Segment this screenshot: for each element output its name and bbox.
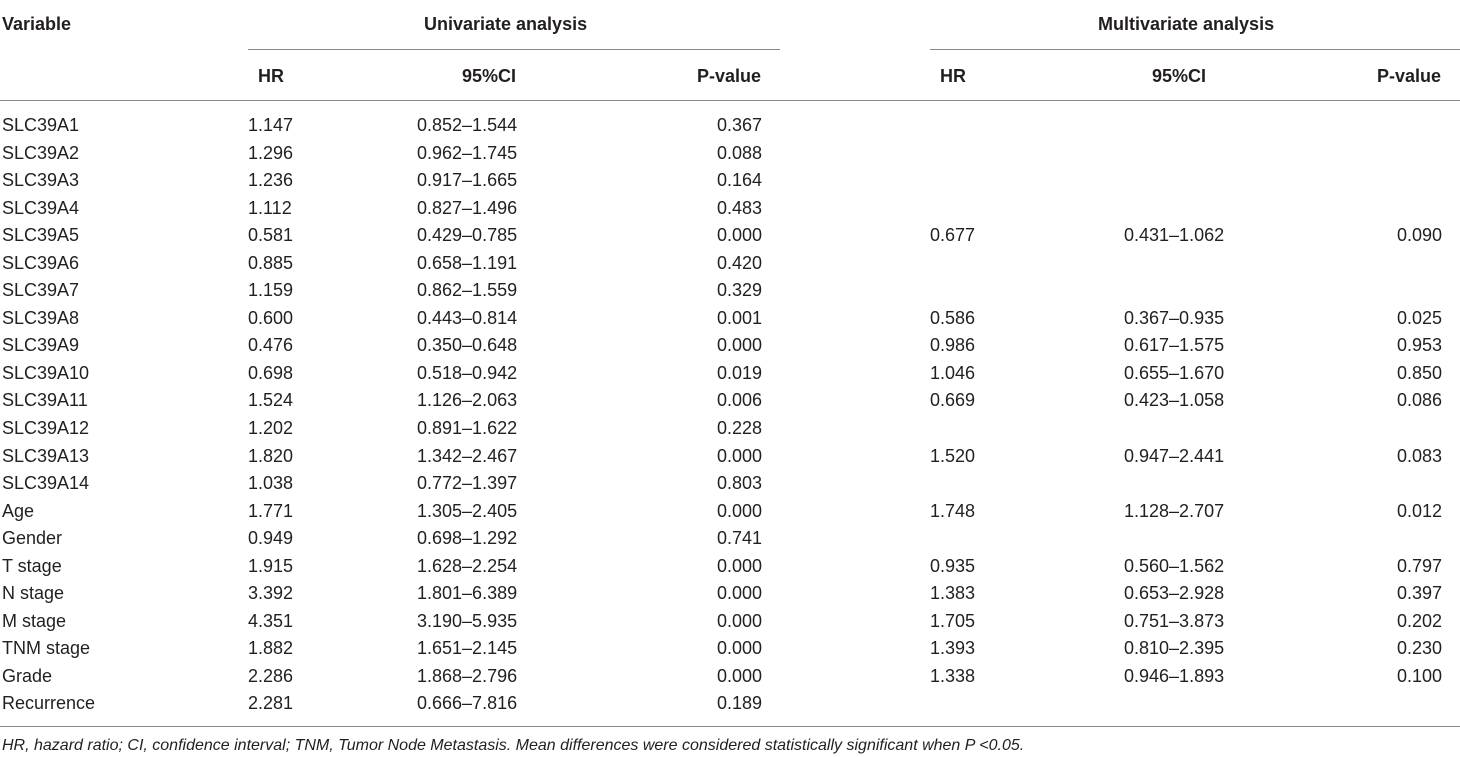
univariate-hr-cell: 2.286 xyxy=(248,665,294,686)
univariate-hr-cell: 0.885 xyxy=(248,252,294,273)
variable-cell: SLC39A10 xyxy=(2,362,90,383)
multivariate-hr-cell: 1.705 xyxy=(930,610,976,631)
variable-cell: SLC39A14 xyxy=(2,473,90,494)
header-bottom-rule xyxy=(0,100,1460,101)
multivariate-ci-cell: 0.810–2.395 xyxy=(1124,638,1225,659)
univariate-pvalue-cell: 0.000 xyxy=(717,445,763,466)
univariate-pvalue-cell: 0.189 xyxy=(717,693,763,714)
table-row xyxy=(0,332,1460,360)
univariate-pvalue-cell: 0.088 xyxy=(717,142,763,163)
table-footnote: HR, hazard ratio; CI, confidence interval; TNM, Tumor Node Metastasis. Mean differences were considered statistically significant when P <0.05. xyxy=(2,737,1025,754)
multivariate-hr-cell: 0.935 xyxy=(930,555,976,576)
multivariate-ci-cell: 0.367–0.935 xyxy=(1124,307,1225,328)
univariate-ci-cell: 0.429–0.785 xyxy=(417,225,518,246)
table-row xyxy=(0,167,1460,195)
multivariate-pvalue-cell: 0.090 xyxy=(1397,225,1443,246)
univariate-pvalue-cell: 0.000 xyxy=(717,335,763,356)
table-row xyxy=(0,690,1460,718)
univariate-pvalue-cell: 0.367 xyxy=(717,115,763,135)
univariate-pvalue-cell: 0.000 xyxy=(717,638,763,659)
univariate-group-header: Univariate analysis xyxy=(424,14,588,34)
univariate-ci-cell: 0.518–0.942 xyxy=(417,362,518,383)
table-row xyxy=(0,663,1460,691)
univariate-ci-cell: 0.827–1.496 xyxy=(417,197,518,218)
multivariate-hr-cell: 1.748 xyxy=(930,500,976,521)
multivariate-pvalue-cell: 0.397 xyxy=(1397,583,1443,604)
table-row xyxy=(0,553,1460,581)
multivariate-hr-cell: 1.520 xyxy=(930,445,976,466)
univariate-ci-cell: 0.917–1.665 xyxy=(417,170,518,191)
multivariate-pvalue-cell: 0.797 xyxy=(1397,555,1443,576)
multivariate-hr-cell: 0.986 xyxy=(930,335,976,356)
table-row xyxy=(0,498,1460,526)
table-body xyxy=(0,112,1460,718)
variable-cell: SLC39A8 xyxy=(2,307,80,328)
univariate-hr-cell: 0.949 xyxy=(248,528,294,549)
table-bottom-rule xyxy=(0,726,1460,727)
variable-cell: SLC39A13 xyxy=(2,445,90,466)
univariate-hr-cell: 1.202 xyxy=(248,418,294,439)
univariate-hr-cell: 0.698 xyxy=(248,362,294,383)
univariate-ci-cell: 1.628–2.254 xyxy=(417,555,518,576)
multivariate-pvalue-cell: 0.025 xyxy=(1397,307,1443,328)
univariate-hr-cell: 1.038 xyxy=(248,473,294,494)
univariate-ci-cell: 0.891–1.622 xyxy=(417,418,518,439)
multivariate-pvalue-cell: 0.083 xyxy=(1397,445,1443,466)
multivariate-ci-cell: 0.560–1.562 xyxy=(1124,555,1225,576)
multivariate-group-header: Multivariate analysis xyxy=(1098,14,1275,34)
multivariate-ci-cell: 0.751–3.873 xyxy=(1124,610,1225,631)
univariate-ci-header: 95%CI xyxy=(462,66,517,86)
multivariate-pvalue-cell: 0.086 xyxy=(1397,390,1443,411)
univariate-hr-cell: 1.524 xyxy=(248,390,294,411)
multivariate-ci-header: 95%CI xyxy=(1152,66,1207,86)
multivariate-hr-header: HR xyxy=(940,66,966,86)
variable-cell: SLC39A3 xyxy=(2,170,80,191)
univariate-pvalue-cell: 0.000 xyxy=(717,583,763,604)
univariate-ci-cell: 0.666–7.816 xyxy=(417,693,518,714)
univariate-hr-cell: 1.112 xyxy=(248,197,292,218)
univariate-hr-cell: 1.882 xyxy=(248,638,294,659)
multivariate-hr-cell: 0.677 xyxy=(930,225,976,246)
univariate-hr-cell: 1.236 xyxy=(248,170,294,191)
univariate-ci-cell: 0.862–1.559 xyxy=(417,280,518,301)
variable-cell: SLC39A6 xyxy=(2,252,80,273)
univariate-ci-cell: 1.342–2.467 xyxy=(417,445,518,466)
univariate-ci-cell: 0.350–0.648 xyxy=(417,335,518,356)
univariate-hr-cell: 4.351 xyxy=(248,610,294,631)
variable-cell: TNM stage xyxy=(2,638,91,659)
univariate-pvalue-cell: 0.483 xyxy=(717,197,763,218)
multivariate-ci-cell: 0.947–2.441 xyxy=(1124,445,1225,466)
table-row xyxy=(0,140,1460,168)
multivariate-ci-cell: 0.617–1.575 xyxy=(1124,335,1225,356)
univariate-group-rule xyxy=(248,49,780,50)
variable-cell: N stage xyxy=(2,583,65,604)
univariate-hr-cell: 1.820 xyxy=(248,445,294,466)
univariate-ci-cell: 1.801–6.389 xyxy=(417,583,518,604)
multivariate-ci-cell: 0.431–1.062 xyxy=(1124,225,1225,246)
variable-cell: SLC39A5 xyxy=(2,225,80,246)
multivariate-pvalue-cell: 0.850 xyxy=(1397,362,1443,383)
multivariate-ci-cell: 1.128–2.707 xyxy=(1124,500,1225,521)
multivariate-pvalue-cell: 0.202 xyxy=(1397,610,1443,631)
variable-header: Variable xyxy=(2,14,72,34)
table-row xyxy=(0,443,1460,471)
univariate-pvalue-cell: 0.000 xyxy=(717,225,763,246)
univariate-pvalue-cell: 0.001 xyxy=(717,307,763,328)
table-row xyxy=(0,277,1460,305)
variable-cell: T stage xyxy=(2,555,62,576)
table-row xyxy=(0,470,1460,498)
univariate-pvalue-cell: 0.741 xyxy=(717,528,763,549)
univariate-pvalue-cell: 0.006 xyxy=(717,390,763,411)
variable-cell: SLC39A1 xyxy=(2,115,80,135)
univariate-hr-cell: 0.600 xyxy=(248,307,294,328)
table-row xyxy=(0,360,1460,388)
table-row xyxy=(0,305,1460,333)
univariate-pvalue-cell: 0.228 xyxy=(717,418,763,439)
univariate-hr-cell: 1.915 xyxy=(248,555,294,576)
table-row xyxy=(0,112,1460,140)
univariate-ci-cell: 1.126–2.063 xyxy=(417,390,518,411)
univariate-ci-cell: 0.698–1.292 xyxy=(417,528,518,549)
univariate-hr-cell: 1.159 xyxy=(248,280,294,301)
univariate-hr-cell: 1.771 xyxy=(248,500,294,521)
univariate-hr-cell: 1.147 xyxy=(248,115,294,135)
univariate-ci-cell: 1.651–2.145 xyxy=(417,638,518,659)
variable-cell: Age xyxy=(2,500,35,521)
multivariate-pvalue-cell: 0.953 xyxy=(1397,335,1443,356)
multivariate-pvalue-cell: 0.230 xyxy=(1397,638,1443,659)
table-row xyxy=(0,250,1460,278)
multivariate-hr-cell: 0.669 xyxy=(930,390,976,411)
multivariate-hr-cell: 1.338 xyxy=(930,665,976,686)
univariate-pvalue-cell: 0.000 xyxy=(717,500,763,521)
variable-cell: Gender xyxy=(2,528,63,549)
univariate-ci-cell: 0.772–1.397 xyxy=(417,473,518,494)
univariate-hr-cell: 0.476 xyxy=(248,335,294,356)
univariate-ci-cell: 1.868–2.796 xyxy=(417,665,518,686)
table-row xyxy=(0,580,1460,608)
univariate-hr-header: HR xyxy=(258,66,284,86)
multivariate-hr-cell: 1.046 xyxy=(930,362,976,383)
variable-cell: SLC39A7 xyxy=(2,280,80,301)
multivariate-ci-cell: 0.655–1.670 xyxy=(1124,362,1225,383)
variable-cell: M stage xyxy=(2,610,67,631)
univariate-hr-cell: 0.581 xyxy=(248,225,294,246)
univariate-hr-cell: 3.392 xyxy=(248,583,294,604)
univariate-pvalue-cell: 0.000 xyxy=(717,555,763,576)
variable-cell: Recurrence xyxy=(2,693,96,714)
univariate-pvalue-cell: 0.329 xyxy=(717,280,763,301)
table-row xyxy=(0,195,1460,223)
multivariate-group-rule xyxy=(930,49,1460,50)
univariate-ci-cell: 0.962–1.745 xyxy=(417,142,518,163)
univariate-pvalue-header: P-value xyxy=(697,66,762,86)
univariate-ci-cell: 1.305–2.405 xyxy=(417,500,518,521)
variable-cell: SLC39A11 xyxy=(2,390,88,411)
univariate-ci-cell: 3.190–5.935 xyxy=(417,610,518,631)
univariate-pvalue-cell: 0.019 xyxy=(717,362,763,383)
univariate-pvalue-cell: 0.000 xyxy=(717,665,763,686)
univariate-ci-cell: 0.443–0.814 xyxy=(417,307,518,328)
variable-cell: SLC39A9 xyxy=(2,335,80,356)
variable-cell: SLC39A2 xyxy=(2,142,80,163)
univariate-hr-cell: 1.296 xyxy=(248,142,294,163)
multivariate-hr-cell: 1.383 xyxy=(930,583,976,604)
table-row xyxy=(0,387,1460,415)
univariate-ci-cell: 0.658–1.191 xyxy=(417,252,518,273)
table-row xyxy=(0,525,1460,553)
multivariate-pvalue-cell: 0.100 xyxy=(1397,665,1443,686)
table-row xyxy=(0,415,1460,443)
multivariate-ci-cell: 0.423–1.058 xyxy=(1124,390,1225,411)
variable-cell: SLC39A12 xyxy=(2,418,90,439)
multivariate-hr-cell: 0.586 xyxy=(930,307,976,328)
univariate-pvalue-cell: 0.000 xyxy=(717,610,763,631)
variable-cell: Grade xyxy=(2,665,53,686)
multivariate-hr-cell: 1.393 xyxy=(930,638,976,659)
multivariate-ci-cell: 0.653–2.928 xyxy=(1124,583,1225,604)
univariate-pvalue-cell: 0.420 xyxy=(717,252,763,273)
univariate-pvalue-cell: 0.164 xyxy=(717,170,763,191)
table-row xyxy=(0,635,1460,663)
table-row xyxy=(0,608,1460,636)
univariate-pvalue-cell: 0.803 xyxy=(717,473,763,494)
table-row xyxy=(0,222,1460,250)
multivariate-pvalue-cell: 0.012 xyxy=(1397,500,1443,521)
multivariate-ci-cell: 0.946–1.893 xyxy=(1124,665,1225,686)
multivariate-pvalue-header: P-value xyxy=(1377,66,1442,86)
variable-cell: SLC39A4 xyxy=(2,197,80,218)
univariate-hr-cell: 2.281 xyxy=(248,693,294,714)
univariate-ci-cell: 0.852–1.544 xyxy=(417,115,518,135)
